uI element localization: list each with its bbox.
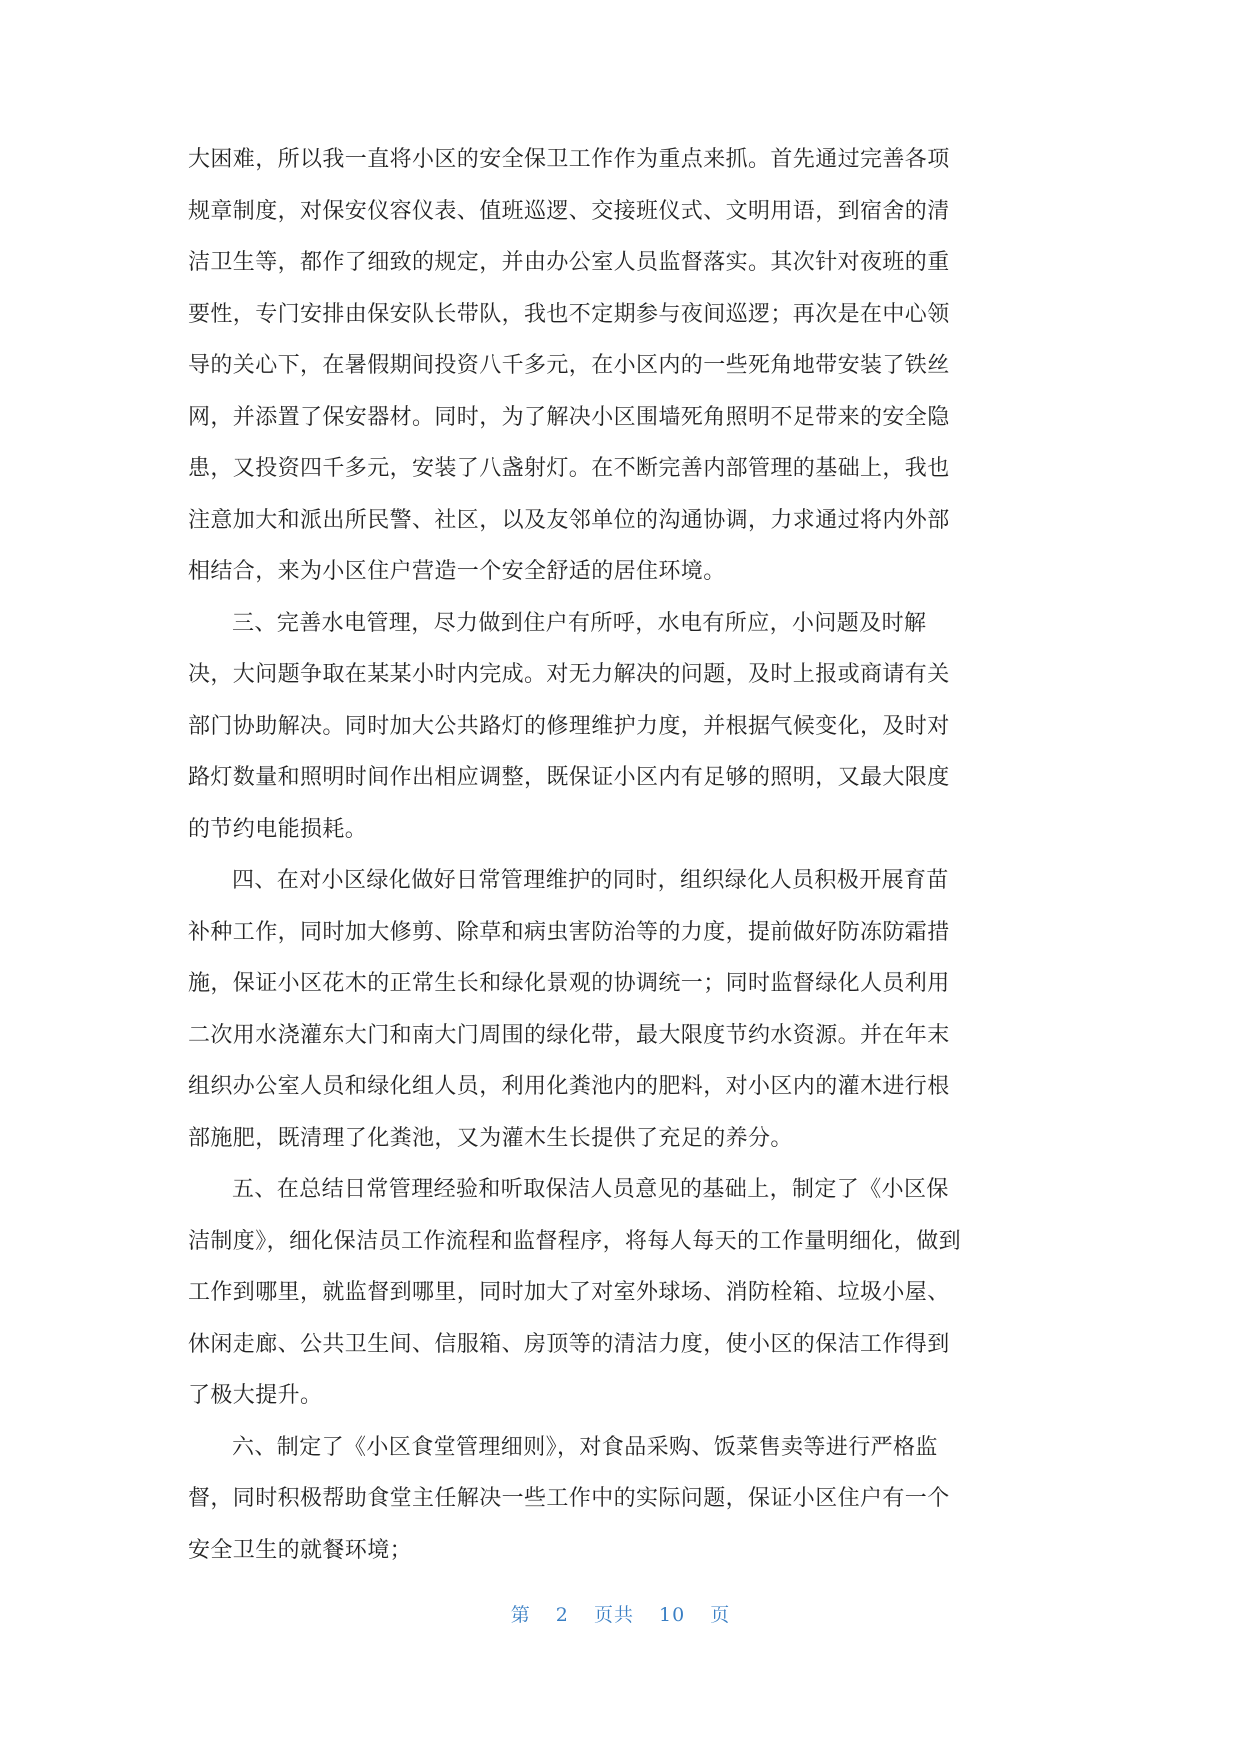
paragraph [188,134,1054,598]
text-line: 注意加大和派出所民警、社区，以及友邻单位的沟通协调，力求通过将内外部 [188,507,950,533]
text-line: 组织办公室人员和绿化组人员，利用化粪池内的肥料，对小区内的灌木进行根 [188,1074,950,1099]
text-line: 患，又投资四千多元，安装了八盏射灯。在不断完善内部管理的基础上，我也 [188,456,950,481]
text-line: 的节约电能损耗。 [188,816,368,842]
text-line: 部门协助解决。同时加大公共路灯的修理维护力度，并根据气候变化，及时对 [188,713,950,739]
text-line: 补种工作，同时加大修剪、除草和病虫害防治等的力度，提前做好防冻防霜措 [188,919,950,945]
footer-label-pages: 页 [710,1604,731,1626]
text-line: 导的关心下，在暑假期间投资八千多元，在小区内的一些死角地带安装了铁丝 [188,353,950,378]
current-page-number: 2 [555,1604,569,1626]
text-line: 二次用水浇灌东大门和南大门周围的绿化带，最大限度节约水资源。并在年末 [188,1022,950,1048]
text-line: 六、制定了《小区食堂管理细则》，对食品采购、饭菜售卖等进行严格监 [232,1434,938,1460]
text-line: 工作到哪里，就监督到哪里，同时加大了对室外球场、消防栓箱、垃圾小屋、 [188,1280,950,1305]
total-pages-number: 10 [659,1604,686,1626]
text-line: 大困难，所以我一直将小区的安全保卫工作作为重点来抓。首先通过完善各项 [188,147,950,172]
text-line: 洁制度》，细化保洁员工作流程和监督程序，将每人每天的工作量明细化，做到 [188,1228,962,1254]
paragraph [188,1164,1054,1422]
text-line: 洁卫生等，都作了细致的规定，并由办公室人员监督落实。其次针对夜班的重 [188,250,950,275]
text-line: 网，并添置了保安器材。同时，为了解决小区围墙死角照明不足带来的安全隐 [188,404,950,430]
text-line: 安全卫生的就餐环境； [188,1537,413,1563]
text-line: 相结合，来为小区住户营造一个安全舒适的居住环境。 [188,559,726,584]
paragraph [188,1422,1054,1577]
text-line: 施，保证小区花木的正常生长和绿化景观的协调统一；同时监督绿化人员利用 [188,971,950,996]
footer-label-page: 第 [510,1604,531,1626]
text-line: 五、在总结日常管理经验和听取保洁人员意见的基础上，制定了《小区保 [232,1177,949,1202]
paragraph [188,598,1054,856]
text-line: 督，同时积极帮助食堂主任解决一些工作中的实际问题，保证小区住户有一个 [188,1486,950,1511]
text-line: 部施肥，既清理了化粪池，又为灌木生长提供了充足的养分。 [188,1125,793,1151]
text-line: 决，大问题争取在某某小时内完成。对无力解决的问题，及时上报或商请有关 [188,662,950,687]
footer-label-of: 页共 [593,1604,634,1626]
text-line: 三、完善水电管理，尽力做到住户有所呼，水电有所应，小问题及时解 [232,610,927,636]
text-line: 路灯数量和照明时间作出相应调整，既保证小区内有足够的照明，又最大限度 [188,765,950,790]
text-line: 规章制度，对保安仪容仪表、值班巡逻、交接班仪式、文明用语，到宿舍的清 [188,198,950,224]
text-line: 了极大提升。 [188,1383,323,1408]
page-footer [0,1600,1241,1627]
text-line: 休闲走廊、公共卫生间、信服箱、房顶等的清洁力度，使小区的保洁工作得到 [188,1331,950,1357]
text-line: 要性，专门安排由保安队长带队，我也不定期参与夜间巡逻；再次是在中心领 [188,301,950,327]
text-line: 四、在对小区绿化做好日常管理维护的同时，组织绿化人员积极开展育苗 [232,868,949,893]
paragraph [188,855,1054,1164]
document-body [188,134,1054,1576]
